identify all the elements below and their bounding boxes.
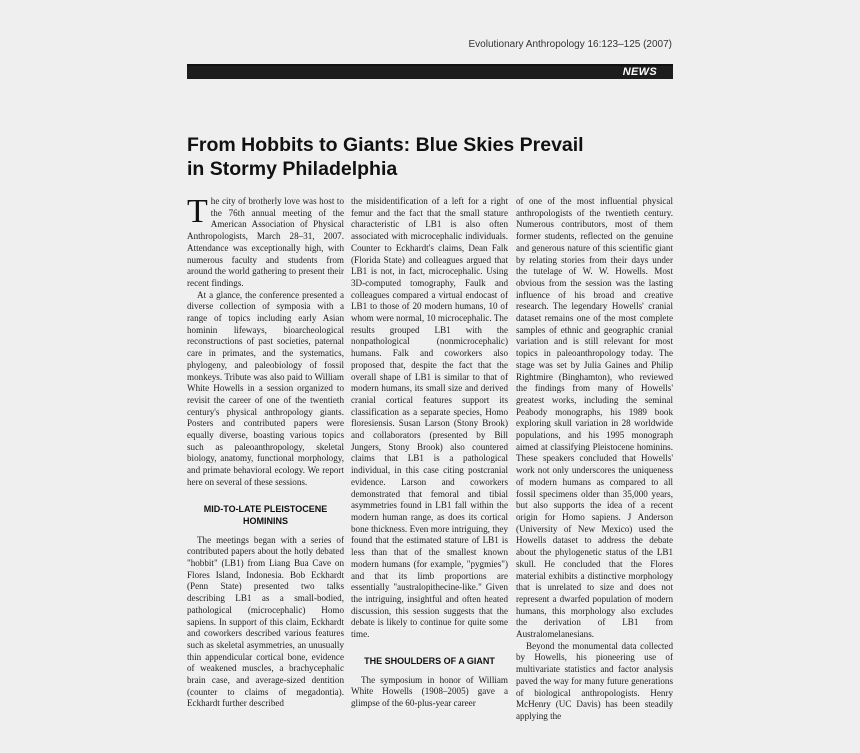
paragraph: the misidentification of a left for a right femur and the fact that the small stature characteristic of LB1 is also often associated with microcephalic individuals. Counter to Eckhardt's claims, Dean Falk (Florida State) and colleagues argued that LB1 is not, in fact, microcephalic. Using 3D-computed tomography, Faulk and colleagues compared a virtual endocast of LB1 to those of 20 modern humans, 10 of whom were normal, 10 microcephalic. The results grouped LB1 with the nonpathological (nonmicrocephalic) humans. Falk and coworkers also proposed that, despite the fact that the overall shape of LB1 is similar to that of modern humans, its small size and derived cranial cortical features support its classification as a separate species, Homo floresiensis. Susan Larson (Stony Brook) and collaborators (presented by Bill Jungers, Stony Brook) also countered claims that LB1 is a pathological individual, in this case citing postcranial evidence. Larson and coworkers demonstrated that femoral and tibial asymmetries found in LB1 fall within the modern human range, as does its cortical bone thickness. Even more intriguing, they found that the estimated stature of LB1 is less than that of the smallest known modern humans (for example, "pygmies") and that its limb proportions are essentially "australopithecine-like." Given the intriguing, insightful and often heated discussion, this session suggests that the debate is likely to continue for quite some time. (351, 196, 508, 640)
article-title (187, 133, 687, 181)
section-heading-line: HOMININS (243, 515, 288, 526)
journal-citation: Evolutionary Anthropology 16:123–125 (2007) (468, 39, 672, 50)
section-heading (187, 503, 344, 527)
paragraph: The symposium in honor of William White Howells (1908–2005) gave a glimpse of the 60-plus-year career (351, 674, 508, 709)
column-1 (187, 193, 344, 710)
paragraph: Beyond the monumental data collected by Howells, his pioneering use of multivariate statistics and factor analysis paved the way for many future generations of biological anthropologists. Henry McHenry (UC Davis) has been steadily applying the (516, 640, 673, 721)
section-heading-line: MID-TO-LATE PLEISTOCENE (203, 503, 328, 514)
column-3 (516, 196, 673, 723)
paragraph: The meetings began with a series of contributed papers about the hotly debated "hobbit" (LB1) from Liang Bua Cave on Flores Island, Indonesia. Bob Eckhardt (Penn State) presented two talks describing LB1 as a small-bodied, pathological (microcephalic) Homo sapiens. In support of this claim, Eckhardt and coworkers described various features such as skeletal asymmetries, an unusually thin appendicular cortical bone, evidence of weakened muscles, a brachycephalic brain case, and average-sized dentition (counter to claims of megadontia). Eckhardt further described (187, 534, 344, 709)
drop-cap: T (187, 193, 208, 230)
section-tag: NEWS (622, 66, 657, 78)
paragraph-text: he city of brotherly love was host to the 76th annual meeting of the American Association of Physical Anthropologists, March 28–31, 2007. Attendance was exceptionally high, with numerous faculty and students from around the world gathering to present their recent findings. (187, 196, 344, 288)
title-line-2: in Stormy Philadelphia (187, 158, 398, 180)
paragraph: At a glance, the conference presented a diverse collection of symposia with a range of topics including early Asian hominin lifeways, bioarcheological reconstructions of past societies, paternal care in primates, and the systematics, phylogeny, and paleobiology of fossil monkeys. Tribute was also paid to William White Howells in a session organized to revisit the career of one of the twentieth century's physical anthropology giants. Posters and contributed papers were equally diverse, boasting various topics such as paleoanthropology, skeletal biology, anatomy, functional morphology, and primate behavioral ecology. We report here on several of these sessions. (187, 289, 344, 487)
title-line-1: From Hobbits to Giants: Blue Skies Prevail (187, 134, 584, 156)
paragraph (187, 193, 344, 290)
paragraph: of one of the most influential physical anthropologists of the twentieth century. Numerous contributors, most of them former students, reflected on the genuine and generous nature of this scientific giant by relating stories from their days under the tutelage of W. W. Howells. Most obvious from the session was the lasting influence of his broad and creative research. The legendary Howells' cranial dataset remains one of the most complete samples of ethnic and geographic cranial variation and is still relevant for most topics in paleoanthropology today. The stage was set by Julia Gaines and Philip Rightmire (Binghamton), who reviewed the findings from many of Howells' greatest works, including the seminal Peabody monographs, his 1989 book exploring skull variation in 28 worldwide populations, and his 1995 monograph aimed at classifying Pleistocene hominins. These speakers concluded that Howells' work not only underscores the uniqueness of modern humans as compared to all fossil specimens older than 35,000 years, but also supports the idea of a recent origin for Homo sapiens. J Anderson (University of New Mexico) used the Howells dataset to address the debate about the phylogenetic status of the LB1 skull. He concluded that the Flores material exhibits a distinctive morphology that is unrelated to size and does not represent a dwarfed population of modern humans, this morphology also excludes the derivation of LB1 from Australomelanesians. (516, 196, 673, 640)
news-banner (187, 66, 673, 79)
column-2 (351, 196, 508, 710)
section-heading: THE SHOULDERS OF A GIANT (364, 655, 495, 666)
